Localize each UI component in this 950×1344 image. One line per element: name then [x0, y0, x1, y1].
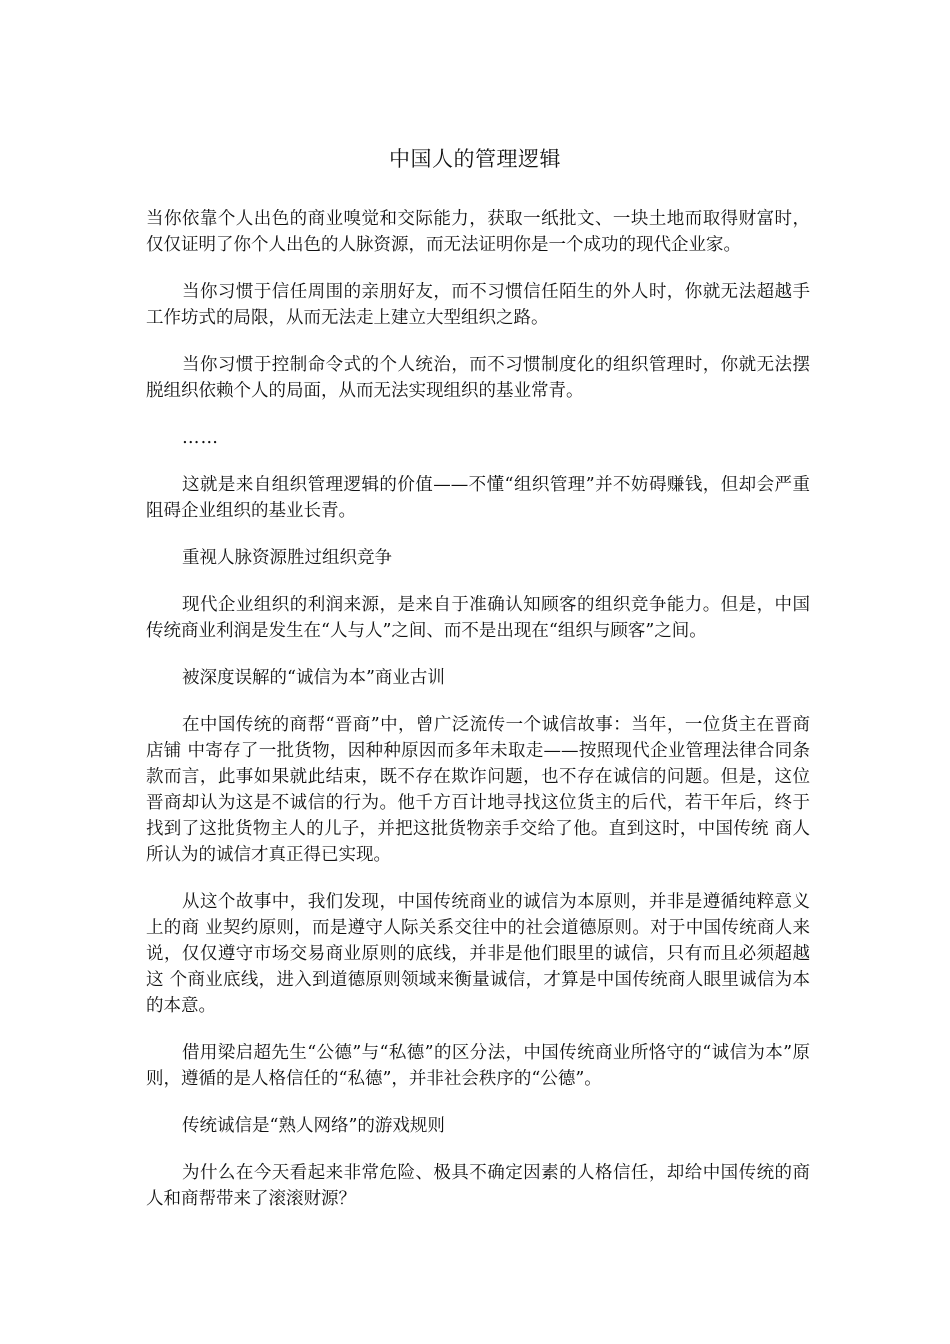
paragraph-7: 现代企业组织的利润来源，是来自于准确认知顾客的组织竞争能力。但是，中国传统商业利润是发生在“人与人”之间、而不是出现在“组织与顾客”之间。: [146, 595, 810, 641]
document-body: [146, 206, 810, 1233]
paragraph-ellipsis: ……: [182, 428, 219, 448]
paragraph-11: 借用梁启超先生“公德”与“私德”的区分法，中国传统商业所恪守的“诚信为本”原则，遵循的是人格信任的“私德”，并非社会秩序的“公德”。: [146, 1043, 810, 1089]
paragraph-13: 为什么在今天看起来非常危险、极具不确定因素的人格信任，却给中国传统的商人和商帮带来了滚滚财源？: [146, 1163, 810, 1209]
section-heading-1: 重视人脉资源胜过组织竞争: [182, 548, 392, 568]
section-heading-2: 被深度误解的“诚信为本”商业古训: [182, 668, 445, 688]
paragraph-5: 这就是来自组织管理逻辑的价值——不懂“组织管理”并不妨碍赚钱，但却会严重阻碍企业组织的基业长青。: [146, 475, 810, 521]
paragraph-9: 在中国传统的商帮“晋商”中，曾广泛流传一个诚信故事：当年，一位货主在晋商店铺 中寄存了一批货物，因种种原因而多年未取走——按照现代企业管理法律合同条款而言，此事如果就此结束，既不存在欺诈问题，也不存在诚信的问题。但是，这位 晋商却认为这是不诚信的行为。他千方百计地寻找这位货主的后代，若干年后，终于找到了这批货物主人的儿子，并把这批货物亲手交给了他。直到这时，中国传统 商人所认为的诚信才真正得已实现。: [146, 715, 810, 865]
paragraph-1: 当你依靠个人出色的商业嗅觉和交际能力，获取一纸批文、一块土地而取得财富时，仅仅证明了你个人出色的人脉资源，而无法证明你是一个成功的现代企业家。: [146, 209, 810, 255]
document-title: 中国人的管理逻辑: [389, 147, 561, 171]
section-heading-3: 传统诚信是“熟人网络”的游戏规则: [182, 1116, 445, 1136]
paragraph-3: 当你习惯于控制命令式的个人统治，而不习惯制度化的组织管理时，你就无法摆脱组织依赖个人的局面，从而无法实现组织的基业常青。: [146, 355, 810, 401]
paragraph-10: 从这个故事中，我们发现，中国传统商业的诚信为本原则，并非是遵循纯粹意义上的商 业契约原则，而是遵守人际关系交往中的社会道德原则。对于中国传统商人来说，仅仅遵守市场交易商业原则的底线，并非是他们眼里的诚信，只有而且必须超越这 个商业底线，进入到道德原则领域来衡量诚信，才算是中国传统商人眼里诚信为本的本意。: [146, 892, 810, 1016]
paragraph-2: 当你习惯于信任周围的亲朋好友，而不习惯信任陌生的外人时，你就无法超越手工作坊式的局限，从而无法走上建立大型组织之路。: [146, 282, 810, 328]
